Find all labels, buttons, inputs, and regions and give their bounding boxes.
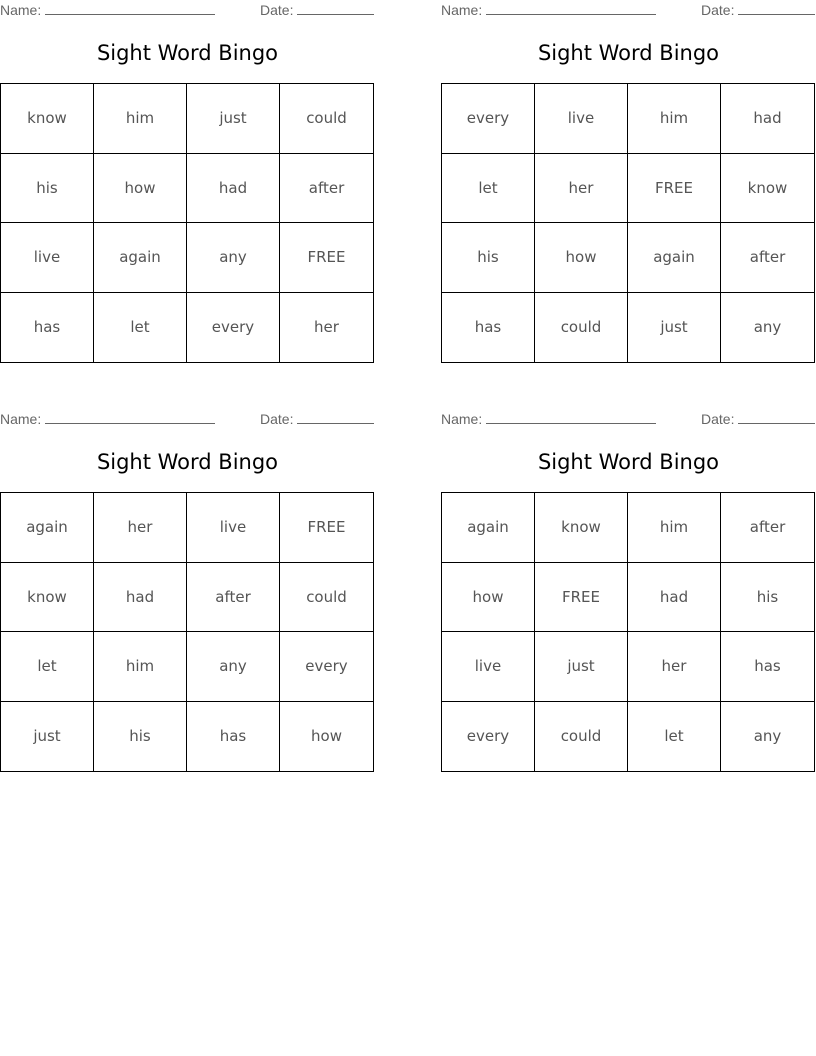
bingo-cell: could xyxy=(535,293,628,363)
bingo-cell: has xyxy=(721,632,814,702)
bingo-card xyxy=(0,409,375,774)
date-label: Date: xyxy=(701,2,735,18)
bingo-cell: FREE xyxy=(628,154,721,224)
bingo-cell: had xyxy=(94,563,187,633)
bingo-cell: his xyxy=(721,563,814,633)
bingo-cell: any xyxy=(753,318,782,337)
name-label: Name: xyxy=(441,2,483,18)
bingo-cell: could xyxy=(280,563,373,633)
bingo-cell: FREE xyxy=(280,493,373,563)
bingo-cell: every xyxy=(280,632,373,702)
card-title: Sight Word Bingo xyxy=(537,41,720,65)
bingo-grid xyxy=(441,83,815,363)
bingo-grid xyxy=(0,492,374,772)
bingo-cell: how xyxy=(535,223,628,293)
name-field xyxy=(0,411,215,427)
date-label: Date: xyxy=(260,411,294,427)
card-title: Sight Word Bingo xyxy=(96,41,279,65)
bingo-cell: again xyxy=(94,223,187,293)
date-field xyxy=(260,2,374,18)
bingo-card xyxy=(0,0,375,365)
card-header xyxy=(441,411,816,429)
bingo-cell: live xyxy=(187,493,280,563)
date-blank-line xyxy=(738,411,815,424)
bingo-cell: him xyxy=(94,632,187,702)
bingo-cell: know xyxy=(721,154,814,224)
bingo-cell: any xyxy=(187,223,280,293)
date-label: Date: xyxy=(701,411,735,427)
date-blank-line xyxy=(297,2,374,15)
bingo-cell: know xyxy=(1,84,94,154)
name-field xyxy=(0,2,215,18)
bingo-cell: her xyxy=(314,318,339,337)
name-field xyxy=(441,2,656,18)
name-blank-line xyxy=(45,2,215,15)
bingo-cell: her xyxy=(535,154,628,224)
bingo-cell: him xyxy=(628,493,721,563)
bingo-cell: him xyxy=(94,84,187,154)
name-blank-line xyxy=(486,2,656,15)
bingo-cell: had xyxy=(628,563,721,633)
name-label: Name: xyxy=(0,2,42,18)
date-field xyxy=(701,2,815,18)
bingo-cell: just xyxy=(535,632,628,702)
bingo-cell: any xyxy=(753,727,782,746)
date-label: Date: xyxy=(260,2,294,18)
bingo-cell: after xyxy=(721,493,814,563)
bingo-cell: every xyxy=(442,702,535,772)
bingo-cell: could xyxy=(280,84,373,154)
card-header xyxy=(441,2,816,20)
name-label: Name: xyxy=(0,411,42,427)
bingo-cell: live xyxy=(535,84,628,154)
bingo-cell: his xyxy=(442,223,535,293)
bingo-card xyxy=(441,409,816,774)
bingo-cell: has xyxy=(1,293,94,363)
bingo-cell: know xyxy=(535,493,628,563)
bingo-cell: let xyxy=(442,154,535,224)
card-header xyxy=(0,2,375,20)
date-blank-line xyxy=(297,411,374,424)
bingo-cell: every xyxy=(187,293,280,363)
bingo-grid xyxy=(441,492,815,772)
card-title: Sight Word Bingo xyxy=(96,450,279,474)
bingo-grid xyxy=(0,83,374,363)
bingo-cell: let xyxy=(94,293,187,363)
bingo-cell: has xyxy=(442,293,535,363)
bingo-cell: his xyxy=(1,154,94,224)
bingo-cell: after xyxy=(280,154,373,224)
bingo-cell: her xyxy=(94,493,187,563)
bingo-cell: again xyxy=(1,493,94,563)
bingo-cell: her xyxy=(628,632,721,702)
bingo-cell: how xyxy=(442,563,535,633)
bingo-cell: him xyxy=(628,84,721,154)
name-label: Name: xyxy=(441,411,483,427)
bingo-cell: let xyxy=(1,632,94,702)
bingo-cell: let xyxy=(628,702,721,772)
bingo-card xyxy=(441,0,816,365)
bingo-cell: could xyxy=(535,702,628,772)
bingo-cell: just xyxy=(628,293,721,363)
card-header xyxy=(0,411,375,429)
bingo-cell: every xyxy=(442,84,535,154)
bingo-cell: his xyxy=(94,702,187,772)
bingo-cell: any xyxy=(187,632,280,702)
bingo-cell: just xyxy=(187,84,280,154)
date-field xyxy=(260,411,374,427)
name-blank-line xyxy=(45,411,215,424)
bingo-cell: after xyxy=(721,223,814,293)
bingo-cell: has xyxy=(187,702,280,772)
bingo-cell: know xyxy=(1,563,94,633)
date-blank-line xyxy=(738,2,815,15)
bingo-cell: live xyxy=(1,223,94,293)
bingo-cell: again xyxy=(628,223,721,293)
name-field xyxy=(441,411,656,427)
bingo-cell: live xyxy=(442,632,535,702)
bingo-cell: FREE xyxy=(535,563,628,633)
bingo-cell: had xyxy=(187,154,280,224)
bingo-cell: just xyxy=(1,702,94,772)
bingo-cell: FREE xyxy=(280,223,373,293)
bingo-cell: how xyxy=(311,727,342,746)
bingo-cell: after xyxy=(187,563,280,633)
name-blank-line xyxy=(486,411,656,424)
card-title: Sight Word Bingo xyxy=(537,450,720,474)
bingo-cell: again xyxy=(442,493,535,563)
bingo-cell: had xyxy=(721,84,814,154)
date-field xyxy=(701,411,815,427)
bingo-cell: how xyxy=(94,154,187,224)
